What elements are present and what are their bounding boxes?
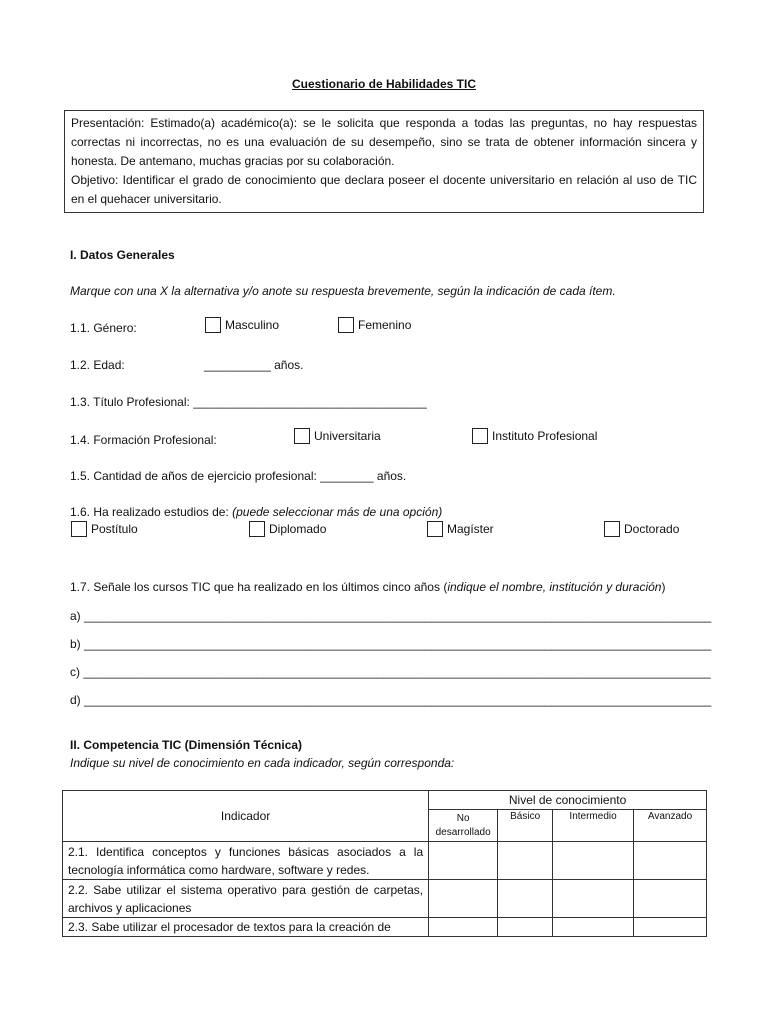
doctorado-label: Doctorado: [624, 522, 680, 537]
q1-7-row: [70, 580, 665, 594]
presentation-text: Presentación: Estimado(a) académico(a): se le solicita que responda a todas las preguntas, no hay respuestas correctas ni incorrectas, no es una evaluación de su desempeño, sino se trata de obtener información sincera y honesta. De antemano, muchas gracias por su colaboración.: [71, 116, 697, 168]
years-suffix: años.: [376, 469, 407, 483]
page-title: Cuestionario de Habilidades TIC: [291, 77, 477, 91]
q1-4-option-universitaria[interactable]: [294, 429, 381, 445]
section-2-instruction: Indique su nivel de conocimiento en cada indicador, según corresponda:: [70, 756, 455, 770]
q1-6-label: 1.6. Ha realizado estudios de:: [70, 505, 229, 519]
cell-2-3-no-desarrollado[interactable]: [429, 918, 498, 937]
universitaria-label: Universitaria: [314, 429, 381, 444]
q1-6-option-magister[interactable]: [427, 522, 494, 538]
course-line-a-label: a): [70, 609, 81, 623]
magister-label: Magíster: [447, 522, 494, 537]
checkbox-masculino[interactable]: [205, 317, 221, 333]
intro-box: [64, 110, 704, 213]
q1-6-row: [70, 505, 442, 519]
table-row: [63, 880, 707, 918]
checkbox-femenino[interactable]: [338, 317, 354, 333]
cell-2-3-basico[interactable]: [498, 918, 553, 937]
course-line-d-blank[interactable]: ______________________________________________________________________________________________: [84, 693, 712, 707]
course-line-c-blank[interactable]: ______________________________________________________________________________________________: [83, 665, 711, 679]
checkbox-diplomado[interactable]: [249, 521, 265, 537]
course-line-b[interactable]: [70, 637, 711, 651]
checkbox-doctorado[interactable]: [604, 521, 620, 537]
cell-2-1-intermedio[interactable]: [553, 842, 634, 880]
title-blank[interactable]: ___________________________________: [193, 395, 427, 409]
checkbox-magister[interactable]: [427, 521, 443, 537]
years-blank[interactable]: ________: [320, 469, 374, 483]
course-line-a[interactable]: [70, 609, 711, 623]
q1-6-note: (puede seleccionar más de una opción): [232, 505, 443, 519]
course-line-b-label: b): [70, 637, 81, 651]
indicator-header: Indicador: [63, 791, 429, 842]
cell-2-2-avanzado[interactable]: [634, 880, 707, 918]
cell-2-1-basico[interactable]: [498, 842, 553, 880]
section-2-title: II. Competencia TIC (Dimensión Técnica): [70, 738, 303, 752]
level-avanzado: Avanzado: [634, 810, 707, 842]
cell-2-3-intermedio[interactable]: [553, 918, 634, 937]
q1-5-row: [70, 469, 406, 483]
q1-3-label: 1.3. Título Profesional:: [70, 395, 190, 409]
course-line-b-blank[interactable]: ______________________________________________________________________________________________: [84, 637, 712, 651]
course-line-c-label: c): [70, 665, 80, 679]
q1-4-label: 1.4. Formación Profesional:: [70, 433, 217, 447]
course-line-c[interactable]: [70, 665, 711, 679]
q1-4-option-instituto[interactable]: [472, 429, 597, 445]
section-1-instruction: Marque con una X la alternativa y/o anote su respuesta brevemente, según la indicación de cada ítem.: [70, 284, 616, 298]
table-row: [63, 918, 707, 937]
masculino-label: Masculino: [225, 318, 280, 333]
indicator-2-1: 2.1. Identifica conceptos y funciones básicas asociados a la tecnología informática como hardware, software y redes.: [63, 842, 429, 880]
q1-2-label: 1.2. Edad:: [70, 358, 125, 372]
indicator-2-2: 2.2. Sabe utilizar el sistema operativo para gestión de carpetas, archivos y aplicaciones: [63, 880, 429, 918]
table-row: [63, 842, 707, 880]
femenino-label: Femenino: [358, 318, 412, 333]
cell-2-3-avanzado[interactable]: [634, 918, 707, 937]
level-no-desarrollado: No desarrollado: [429, 810, 498, 842]
indicator-2-3: 2.3. Sabe utilizar el procesador de textos para la creación de: [63, 918, 429, 937]
checkbox-instituto-profesional[interactable]: [472, 428, 488, 444]
section-1-title: I. Datos Generales: [70, 248, 175, 262]
checkbox-postitulo[interactable]: [71, 521, 87, 537]
q1-7-label: 1.7. Señale los cursos TIC que ha realizado en los últimos cinco años (: [70, 580, 448, 594]
q1-6-option-doctorado[interactable]: [604, 522, 679, 538]
q1-2-field[interactable]: [204, 358, 303, 372]
level-intermedio: Intermedio: [553, 810, 634, 842]
diplomado-label: Diplomado: [269, 522, 327, 537]
q1-6-option-diplomado[interactable]: [249, 522, 326, 538]
course-line-a-blank[interactable]: ______________________________________________________________________________________________: [84, 609, 712, 623]
q1-1-label: 1.1. Género:: [70, 321, 137, 335]
postitulo-label: Postítulo: [91, 522, 138, 537]
q1-7-close: ): [661, 580, 666, 594]
q1-7-note: indique el nombre, institución y duración: [447, 580, 662, 594]
objective-text: Objetivo: Identificar el grado de conocimiento que declara poseer el docente universitario en relación al uso de TIC en el quehacer universitario.: [71, 173, 697, 206]
cell-2-2-basico[interactable]: [498, 880, 553, 918]
cell-2-1-avanzado[interactable]: [634, 842, 707, 880]
q1-3-row: [70, 395, 427, 409]
course-line-d[interactable]: [70, 693, 711, 707]
q1-1-option-masculino[interactable]: [205, 318, 279, 334]
age-suffix: años.: [274, 358, 304, 372]
q1-5-label: 1.5. Cantidad de años de ejercicio profesional:: [70, 469, 317, 483]
cell-2-1-no-desarrollado[interactable]: [429, 842, 498, 880]
competency-table: [62, 790, 707, 937]
cell-2-2-intermedio[interactable]: [553, 880, 634, 918]
level-basico: Básico: [498, 810, 553, 842]
q1-6-option-postitulo[interactable]: [71, 522, 138, 538]
cell-2-2-no-desarrollado[interactable]: [429, 880, 498, 918]
age-blank[interactable]: __________: [204, 358, 271, 372]
checkbox-universitaria[interactable]: [294, 428, 310, 444]
q1-1-option-femenino[interactable]: [338, 318, 411, 334]
level-header: Nivel de conocimiento: [429, 791, 707, 810]
course-line-d-label: d): [70, 693, 81, 707]
instituto-label: Instituto Profesional: [492, 429, 598, 444]
